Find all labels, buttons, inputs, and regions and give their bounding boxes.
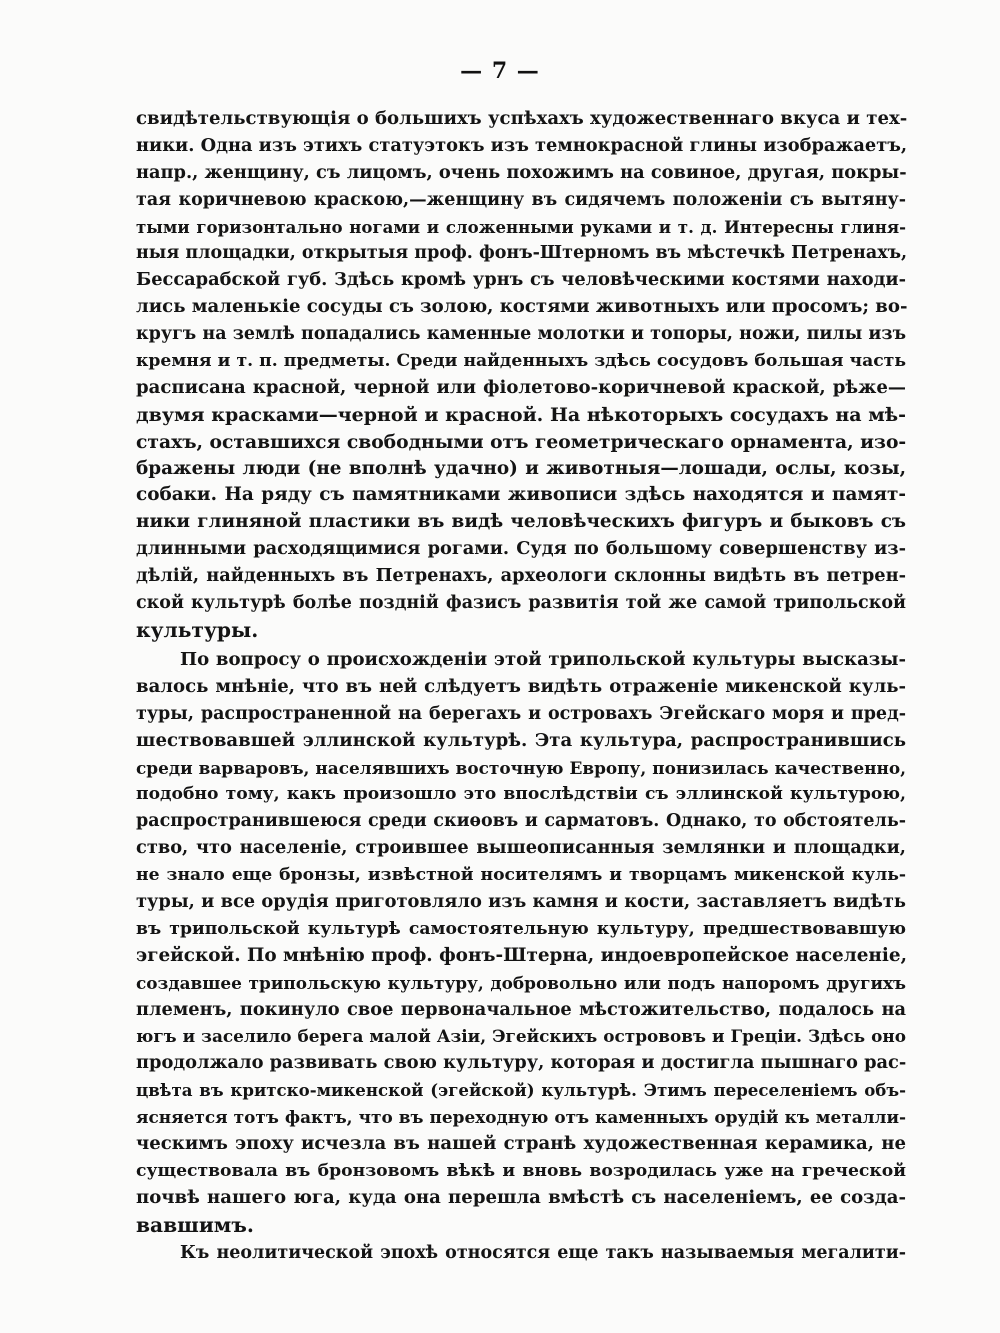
text-line: По вопросу о происхожденіи этой трипольской культуры высказы- <box>180 649 906 670</box>
text-line: валось мнѣніе, что въ ней слѣдуетъ видѣть отраженіе микенской куль- <box>136 675 906 697</box>
text-line: собаки. На ряду съ памятниками живописи здѣсь находятся и памят- <box>136 484 906 506</box>
paragraph-3 <box>136 1240 906 1267</box>
text-line: кругъ на землѣ попадались каменные молотки и топоры, ножи, пилы изъ <box>136 324 906 345</box>
text-line: племенъ, покинуло свое первоначальное мѣстожительство, подалось на <box>136 998 906 1020</box>
text-line: не знало еще бронзы, извѣстной носителямъ и творцамъ микенской куль- <box>136 865 906 886</box>
text-line: существовала въ бронзовомъ вѣкѣ и вновь возродилась уже на греческой <box>136 1160 906 1181</box>
text-line: югъ и заселило берега малой Азіи, Эгейскихъ острововъ и Греціи. Здѣсь оно <box>136 1026 906 1047</box>
text-line: стахъ, оставшихся свободными отъ геометрическаго орнамента, изо- <box>136 430 907 453</box>
text-line: ясняется тотъ фактъ, что въ переходную отъ каменныхъ орудій къ металли- <box>136 1107 906 1128</box>
text-line: дѣлій, найденныхъ въ Петренахъ, археологи склонны видѣть въ петрен- <box>136 565 906 587</box>
page-number: — 7 — <box>460 58 540 84</box>
text-line: культуры. <box>136 617 259 642</box>
paragraph-1 <box>136 106 906 644</box>
text-line: ники. Одна изъ этихъ статуэтокъ изъ темнокрасной глины изображаетъ, <box>136 134 908 156</box>
text-line: среди варваровъ, населявшихъ восточную Европу, понизилась качественно, <box>136 757 906 778</box>
text-line: ники глиняной пластики въ видѣ человѣческихъ фигуръ и быковъ съ <box>136 511 906 533</box>
text-line: двумя красками—черной и красной. На нѣкоторыхъ сосудахъ на мѣ- <box>136 403 906 426</box>
text-line: бражены люди (не вполнѣ удачно) и животныя—лошади, ослы, козы, <box>136 457 906 479</box>
paragraph-2 <box>136 647 906 1239</box>
text-line: Бессарабской губ. Здѣсь кромѣ урнъ съ человѣческими костями находи- <box>136 269 906 291</box>
text-line: подобно тому, какъ произошло это впослѣдствіи съ эллинской культурою, <box>136 784 906 805</box>
text-line: туры, распространенной на берегахъ и островахъ Эгейскаго моря и пред- <box>136 703 906 724</box>
text-line: продолжало развивать свою культуру, которая и достигла пышнаго рас- <box>136 1052 907 1074</box>
text-line: цвѣта въ критско-микенской (эгейской) культурѣ. Этимъ переселеніемъ объ- <box>136 1080 906 1101</box>
text-line: лись маленькіе сосуды съ золою, костями животныхъ или просомъ; во- <box>136 296 908 318</box>
text-line: свидѣтельствующія о большихъ успѣхахъ художественнаго вкуса и тех- <box>136 108 908 129</box>
text-line: длинными расходящимися рогами. Судя по большому совершенству из- <box>136 538 906 560</box>
text-line: въ трипольской культурѣ самостоятельную культуру, предшествовавшую <box>136 918 906 939</box>
text-line: почвѣ нашего юга, куда она перешла вмѣстѣ съ населеніемъ, ее созда- <box>136 1186 906 1208</box>
text-line: туры, и все орудія приготовляло изъ камня и кости, заставляетъ видѣть <box>136 891 906 913</box>
text-line: ской культурѣ болѣе поздній фазисъ развитія той же самой трипольской <box>136 593 906 614</box>
text-line: Къ неолитической эпохѣ относятся еще такъ называемыя мегалити- <box>180 1243 906 1263</box>
text-line: напр., женщину, съ лицомъ, очень похожимъ на совиное, другая, покры- <box>136 161 907 183</box>
text-line: распространившеюся среди скиѳовъ и сарматовъ. Однако, то обстоятель- <box>136 811 906 832</box>
text-line: ческимъ эпоху исчезла въ нашей странѣ художественная керамика, не <box>136 1133 906 1155</box>
text-line: эгейской. По мнѣнію проф. фонъ-Штерна, индоевропейское населеніе, <box>136 944 907 966</box>
text-line: расписана красной, черной или фіолетово-коричневой краской, рѣже— <box>136 376 906 398</box>
text-line: ныя площадки, открытыя проф. фонъ-Штерномъ въ мѣстечкѣ Петренахъ, <box>136 243 908 264</box>
text-line: кремня и т. п. предметы. Среди найденныхъ здѣсь сосудовъ большая часть <box>136 351 906 372</box>
text-line: тая коричневою краскою,—женщину въ сидячемъ положеніи съ вытяну- <box>136 189 906 210</box>
text-line: вавшимъ. <box>136 1212 254 1237</box>
text-line: шествовавшей эллинской культурѣ. Эта культура, распространившись <box>136 729 906 751</box>
text-line: создавшее трипольскую культуру, добровольно или подъ напоромъ другихъ <box>136 972 906 993</box>
text-line: ство, что населеніе, строившее вышеописанныя землянки и площадки, <box>136 837 906 859</box>
text-line: тыми горизонтально ногами и сложенными руками и т. д. Интересны глиня- <box>136 216 906 237</box>
